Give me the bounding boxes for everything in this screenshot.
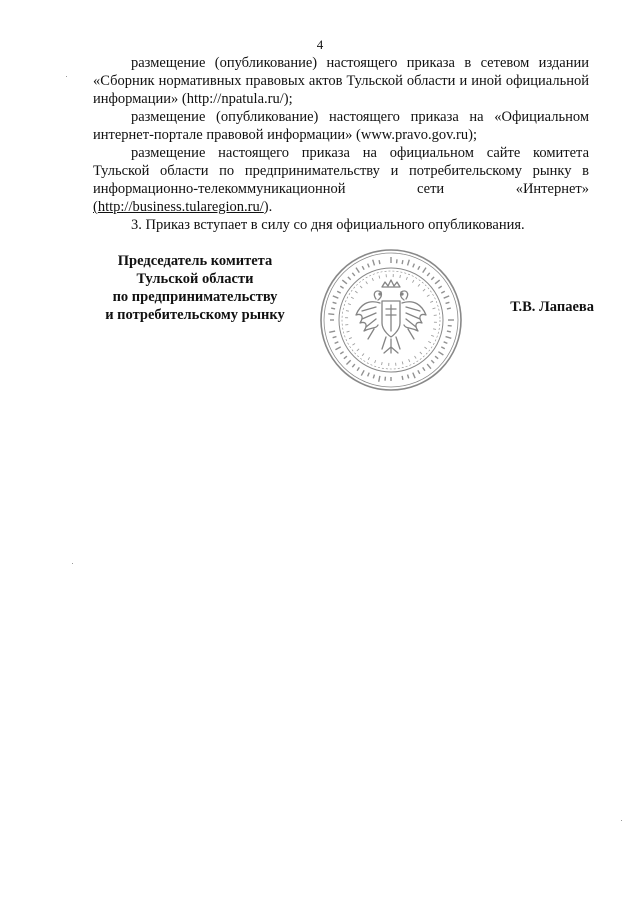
seal-text-glyph xyxy=(446,302,450,303)
seal-text-glyph xyxy=(368,264,370,268)
seal-text-glyph xyxy=(444,342,448,344)
seal-text-glyph xyxy=(435,356,438,359)
seal-text-glyph xyxy=(373,375,374,379)
seal-text-glyph xyxy=(446,337,452,339)
seal-inner-glyph xyxy=(402,362,403,365)
seal-text-glyph xyxy=(342,280,347,284)
seal-inner-glyph xyxy=(355,291,357,293)
seal-text-glyph xyxy=(379,260,380,264)
seal-text-glyph xyxy=(418,266,420,270)
seal-text-glyph xyxy=(329,331,335,332)
seal-text-glyph xyxy=(447,308,451,309)
seal-text-glyph xyxy=(441,291,445,293)
seal-inner-glyph xyxy=(352,344,355,346)
seal-inner-glyph xyxy=(347,331,350,332)
seal-text-glyph xyxy=(402,260,403,264)
seal-text-glyph xyxy=(427,273,430,276)
scan-speck xyxy=(66,76,67,77)
seal-text-glyph xyxy=(368,373,370,377)
paragraph-text-end: ). xyxy=(263,199,273,215)
seal-text-glyph xyxy=(379,376,380,382)
signature-position-line: Председатель комитета xyxy=(117,253,273,269)
seal-text-glyph xyxy=(408,375,409,379)
paragraph-publication-npatula: размещение (опубликование) настоящего приказа в сетевом издании «Сборник нормативных правовых актов Тульской области и иной официальной информации» (http://npatula.ru/); xyxy=(93,55,589,107)
seal-inner-glyph xyxy=(379,276,380,279)
seal-inner-glyph xyxy=(420,352,422,354)
seal-inner-glyph xyxy=(424,347,426,349)
seal-text-glyph xyxy=(408,260,410,266)
seal-inner-glyph xyxy=(346,311,349,312)
seal-text-glyph xyxy=(413,373,415,379)
seal-text-glyph xyxy=(340,286,343,288)
seal-inner-glyph xyxy=(412,280,413,283)
paragraph-publication-business-site xyxy=(93,144,589,216)
seal-inner-glyph xyxy=(372,278,373,281)
scan-speck xyxy=(72,563,73,564)
seal-text-glyph xyxy=(352,364,355,367)
seal-inner-glyph xyxy=(433,308,436,309)
seal-text-glyph xyxy=(413,264,415,268)
seal-inner-glyph xyxy=(433,329,436,330)
signature-position xyxy=(100,252,290,324)
seal-text-glyph xyxy=(333,296,339,298)
coat-of-arms-icon xyxy=(356,280,426,353)
seal-text-glyph xyxy=(418,370,420,374)
seal-text-glyph xyxy=(427,364,431,369)
seal-text-glyph xyxy=(333,302,337,303)
seal-text-glyph xyxy=(438,286,441,288)
seal-inner-glyph xyxy=(375,360,376,363)
seal-inner-glyph xyxy=(348,304,351,305)
seal-text-glyph xyxy=(362,266,364,270)
seal-text-glyph xyxy=(335,342,339,344)
seal-inner-glyph xyxy=(430,301,433,302)
seal-inner-glyph xyxy=(418,284,420,286)
seal-text-glyph xyxy=(352,273,355,276)
seal-inner-glyph xyxy=(349,338,352,339)
seal-text-glyph xyxy=(337,291,341,293)
seal-inner-glyph xyxy=(382,362,383,365)
seal-text-glyph xyxy=(423,367,425,370)
seal-inner-glyph xyxy=(360,286,362,288)
seal-text-glyph xyxy=(402,376,403,380)
paragraph-effective-date: 3. Приказ вступает в силу со дня официального опубликования. xyxy=(131,217,525,233)
paragraph-publication-pravo: размещение (опубликование) настоящего приказа на «Официальном интернет-портале правовой информации» (www.pravo.gov.ru); xyxy=(93,109,589,143)
seal-text-glyph xyxy=(331,308,335,309)
seal-inner-glyph xyxy=(366,281,368,284)
seal-text-glyph xyxy=(441,347,445,349)
seal-inner-glyph xyxy=(431,335,434,336)
signer-name: Т.В. Лапаева xyxy=(510,299,594,315)
seal-inner-glyph xyxy=(406,277,407,280)
seal-inner-glyph xyxy=(427,295,430,297)
seal-inner-glyph xyxy=(428,341,431,342)
paragraph-text: размещение настоящего приказа на официальном сайте комитета Тульской области по предпринимательству и потребительскому рынку в информационно-телекоммуникационной сети «Интернет» xyxy=(93,145,589,197)
seal-text-glyph xyxy=(431,360,434,363)
signature-position-line: Тульской области xyxy=(136,271,254,287)
seal-text-glyph xyxy=(348,277,351,280)
seal-text-glyph xyxy=(361,370,364,375)
seal-text-glyph xyxy=(357,367,359,370)
seal-inner-glyph xyxy=(423,289,425,291)
seal-text-glyph xyxy=(335,347,340,350)
seal-text-glyph xyxy=(447,331,451,332)
link-url[interactable] xyxy=(93,199,264,215)
seal-text-glyph xyxy=(328,314,334,315)
document-body xyxy=(93,54,589,234)
seal-text-glyph xyxy=(435,280,440,284)
seal-text-glyph xyxy=(431,277,434,280)
seal-inner-glyph xyxy=(409,359,410,362)
signature-position-line: и потребительскому рынку xyxy=(105,307,285,323)
seal-text-glyph xyxy=(373,260,375,266)
seal-text-glyph xyxy=(438,352,443,355)
seal-text-glyph xyxy=(346,360,350,364)
seal-inner-glyph xyxy=(357,349,359,351)
page-number: 4 xyxy=(316,37,324,52)
seal-text-glyph xyxy=(344,356,347,359)
link-open-paren: ( xyxy=(93,199,98,215)
seal-inner-glyph xyxy=(368,357,369,360)
seal-text-glyph xyxy=(356,268,359,273)
seal-text-glyph xyxy=(423,268,426,273)
seal-text-glyph xyxy=(333,337,337,338)
seal-inner-glyph xyxy=(400,275,401,278)
seal-inner-glyph xyxy=(351,297,354,298)
signature-position-line: по предпринимательству xyxy=(112,289,278,305)
seal-inner-glyph xyxy=(362,353,364,355)
official-seal-stamp xyxy=(318,247,464,393)
scan-speck xyxy=(621,820,622,821)
seal-text-glyph xyxy=(444,296,450,298)
seal-text-glyph xyxy=(340,352,343,354)
link-business-tularegion[interactable]: http://business.tularegion.ru/ xyxy=(97,199,264,215)
seal-inner-glyph xyxy=(415,356,417,359)
